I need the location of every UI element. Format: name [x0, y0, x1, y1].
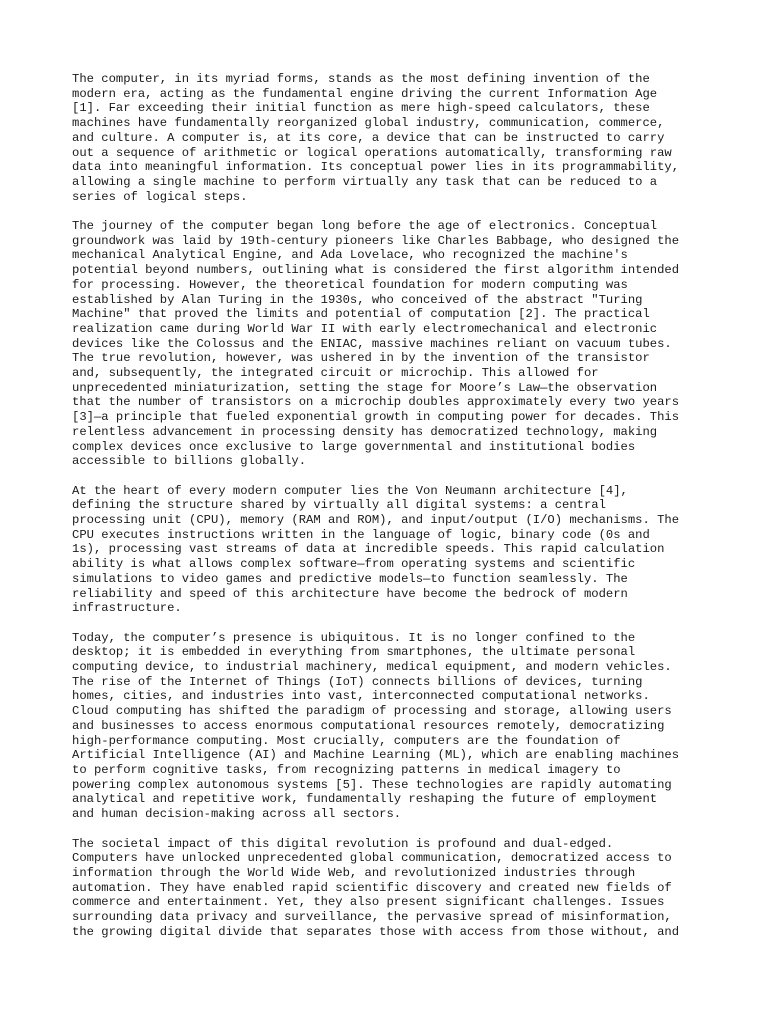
text-line: analytical and repetitive work, fundamentally reshaping the future of employment [72, 792, 658, 807]
text-line: to perform cognitive tasks, from recognizing patterns in medical imagery to [72, 763, 621, 777]
text-line: [3]—a principle that fueled exponential growth in computing power for decades. This [72, 410, 680, 425]
text-line: realization came during World War II with early electromechanical and electronic [72, 321, 658, 336]
text-line: powering complex autonomous systems [5]. These technologies are rapidly automating [72, 777, 672, 792]
text-line: Artificial Intelligence (AI) and Machine Learning (ML), which are enabling machines [72, 748, 680, 763]
paragraph-history [72, 219, 712, 469]
text-line: and businesses to access enormous computational resources remotely, democratizing [72, 718, 665, 733]
text-line: and culture. A computer is, at its core, a device that can be instructed to carry [72, 130, 665, 145]
text-line: established by Alan Turing in the 1930s, who conceived of the abstract "Turing [72, 292, 643, 307]
text-line: series of logical steps. [72, 189, 248, 204]
text-line: allowing a single machine to perform virtually any task that can be reduced to a [72, 174, 658, 189]
text-line: relentless advancement in processing density has democratized technology, making [72, 424, 658, 439]
text-line: The societal impact of this digital revolution is profound and dual-edged. [72, 836, 614, 851]
text-line: complex devices once exclusive to large governmental and institutional bodies [72, 439, 636, 454]
text-line: modern era, acting as the fundamental engine driving the current Information Age [72, 86, 658, 101]
paragraph-architecture [72, 484, 712, 616]
text-line: At the heart of every modern computer lies the Von Neumann architecture [4], [72, 483, 628, 498]
text-line: Computers have unlocked unprecedented global communication, democratized access to [72, 851, 672, 866]
text-line: commerce and entertainment. Yet, they also present significant challenges. Issues [72, 895, 665, 910]
text-line: information through the World Wide Web, and revolutionized industries through [72, 865, 636, 880]
text-line: accessible to billions globally. [72, 454, 307, 469]
text-line: the growing digital divide that separates those with access from those without, and [72, 924, 680, 939]
text-line: out a sequence of arithmetic or logical operations automatically, transforming raw [72, 145, 672, 160]
text-line: [1]. Far exceeding their initial function as mere high-speed calculators, these [72, 101, 650, 116]
text-line: computing device, to industrial machinery, medical equipment, and modern vehicles. [72, 660, 672, 675]
text-line: high-performance computing. Most crucially, computers are the foundation of [72, 733, 621, 748]
text-line: automation. They have enabled rapid scientific discovery and created new fields of [72, 880, 672, 895]
text-line: groundwork was laid by 19th-century pioneers like Charles Babbage, who designed the [72, 233, 680, 248]
text-line: data into meaningful information. Its conceptual power lies in its programmability, [72, 160, 680, 175]
text-line: The journey of the computer began long before the age of electronics. Conceptual [72, 219, 658, 234]
text-line: and, subsequently, the integrated circuit or microchip. This allowed for [72, 366, 599, 381]
text-line: CPU executes instructions written in the language of logic, binary code (0s and [72, 527, 650, 542]
text-line: desktop; it is embedded in everything from smartphones, the ultimate personal [72, 645, 636, 660]
text-line: unprecedented miniaturization, setting the stage for Moore’s Law—the observation [72, 380, 658, 395]
text-line: potential beyond numbers, outlining what is considered the first algorithm intended [72, 263, 680, 278]
text-line: Cloud computing has shifted the paradigm of processing and storage, allowing users [72, 704, 672, 719]
text-line: The computer, in its myriad forms, stands as the most defining invention of the [72, 72, 650, 86]
paragraph-societal-impact [72, 837, 712, 940]
text-line: machines have fundamentally reorganized global industry, communication, commerce, [72, 116, 665, 131]
text-line: 1s), processing vast streams of data at incredible speeds. This rapid calculation [72, 542, 665, 557]
document-page [72, 72, 712, 954]
text-line: Today, the computer’s presence is ubiquitous. It is no longer confined to the [72, 630, 636, 645]
text-line: The true revolution, however, was ushered in by the invention of the transistor [72, 351, 650, 366]
text-line: and human decision-making across all sectors. [72, 807, 402, 822]
text-line: for processing. However, the theoretical foundation for modern computing was [72, 277, 628, 292]
text-line: mechanical Analytical Engine, and Ada Lovelace, who recognized the machine's [72, 248, 628, 263]
text-line: devices like the Colossus and the ENIAC, massive machines reliant on vacuum tubes. [72, 336, 672, 351]
paragraph-introduction [72, 72, 712, 204]
text-line: simulations to video games and predictive models—to function seamlessly. The [72, 571, 628, 586]
text-line: reliability and speed of this architecture have become the bedrock of modern [72, 586, 628, 601]
text-line: Machine" that proved the limits and potential of computation [2]. The practical [72, 307, 650, 322]
paragraph-ubiquity [72, 631, 712, 822]
text-line: The rise of the Internet of Things (IoT) connects billions of devices, turning [72, 674, 643, 689]
text-line: surrounding data privacy and surveillance, the pervasive spread of misinformation, [72, 910, 672, 925]
text-line: ability is what allows complex software—from operating systems and scientific [72, 557, 636, 572]
text-line: infrastructure. [72, 601, 182, 616]
text-line: that the number of transistors on a microchip doubles approximately every two years [72, 395, 680, 410]
text-line: defining the structure shared by virtually all digital systems: a central [72, 498, 606, 513]
text-line: homes, cities, and industries into vast, interconnected computational networks. [72, 689, 650, 704]
text-line: processing unit (CPU), memory (RAM and ROM), and input/output (I/O) mechanisms. The [72, 513, 680, 528]
